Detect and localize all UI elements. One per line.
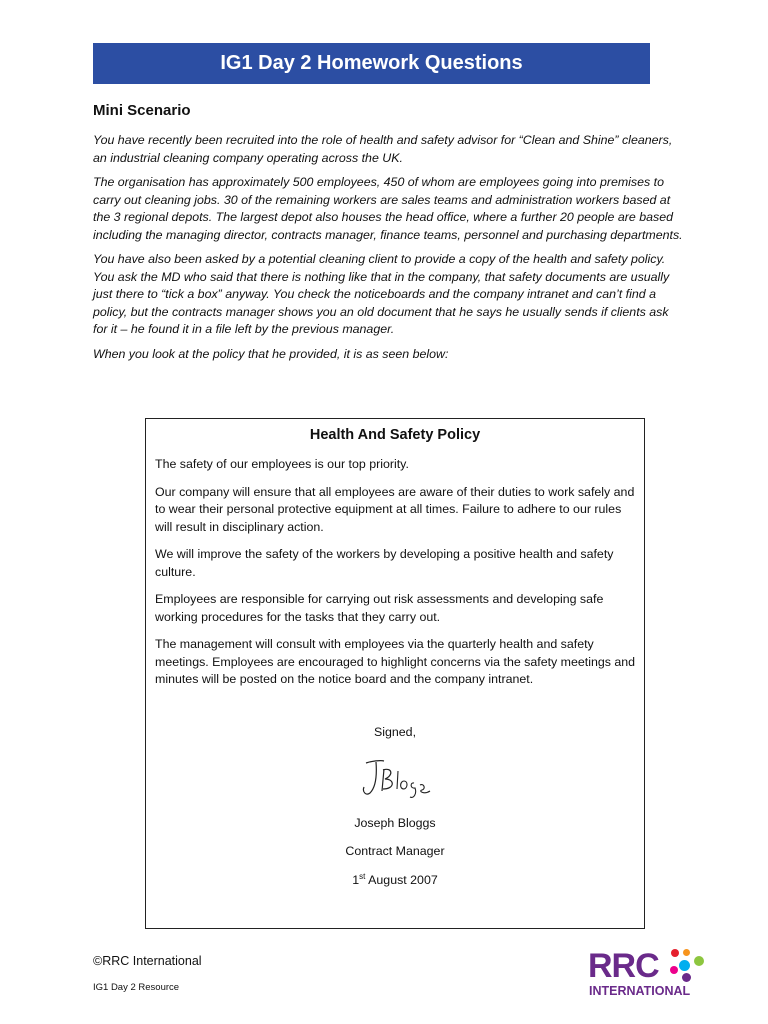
date-day: 1	[352, 873, 360, 888]
date-suffix: st	[359, 872, 366, 881]
scenario-paragraph: You have recently been recruited into the role of health and safety advisor for “Clean and Shine” cleaners, an industrial cleaning company operating across the UK.	[93, 133, 673, 165]
policy-body	[155, 456, 640, 699]
page-title: IG1 Day 2 Homework Questions	[93, 43, 650, 84]
copyright-text: ©RRC International	[93, 954, 202, 968]
signature-image	[358, 757, 438, 805]
logo-dot	[671, 949, 679, 957]
logo-dot	[670, 966, 678, 974]
signatory-role: Contract Manager	[345, 844, 445, 858]
signed-label: Signed,	[373, 725, 417, 739]
logo-dot	[679, 960, 690, 971]
logo-dot	[694, 956, 704, 966]
date-rest: August 2007	[365, 873, 438, 888]
section-heading: Mini Scenario	[93, 102, 191, 119]
logo-dot	[682, 973, 691, 982]
resource-label: IG1 Day 2 Resource	[93, 982, 180, 993]
signatory-name: Joseph Bloggs	[354, 816, 436, 830]
policy-paragraph: Our company will ensure that all employees are aware of their duties to work safely and to wear their personal protective equipment at all times. Failure to adhere to our rules will result in disciplinary action.	[155, 484, 635, 534]
policy-box	[145, 418, 645, 929]
policy-title: Health And Safety Policy	[309, 427, 481, 443]
scenario-paragraph: You have also been asked by a potential cleaning client to provide a copy of the health and safety policy. You ask the MD who said that there is nothing like that in the company, that safety documents are usually just there to “tick a box” anyway. You check the noticeboards and the company intranet and can’t find a policy, but the contracts manager shows you an old document that he says he usually sends if clients ask for it – he found it in a file left by the previous manager.	[93, 252, 670, 336]
policy-paragraph: Employees are responsible for carrying out risk assessments and developing safe working procedures for the tasks that they carry out.	[155, 592, 604, 624]
policy-date	[146, 872, 644, 887]
scenario-text	[93, 132, 683, 370]
policy-paragraph: We will improve the safety of the workers by developing a positive health and safety culture.	[155, 547, 614, 579]
scenario-paragraph: The organisation has approximately 500 employees, 450 of whom are employees going into premises to carry out cleaning jobs. 30 of the remaining workers are sales teams and administration workers based at the 3 regional depots. The largest depot also houses the head office, where a further 20 people are based including the managing director, contracts manager, finance teams, personnel and purchasing departments.	[93, 175, 683, 242]
logo-wordmark: RRC	[588, 947, 659, 985]
policy-paragraph: The management will consult with employees via the quarterly health and safety meetings. Employees are encouraged to highlight concerns via the safety meetings and minutes will be posted on the notice board and the company intranet.	[155, 637, 636, 686]
scenario-paragraph: When you look at the policy that he provided, it is as seen below:	[93, 346, 449, 361]
logo-subtext: INTERNATIONAL	[589, 984, 691, 998]
rrc-logo	[588, 946, 713, 1002]
logo-dot	[683, 949, 690, 956]
policy-paragraph: The safety of our employees is our top priority.	[155, 457, 409, 471]
